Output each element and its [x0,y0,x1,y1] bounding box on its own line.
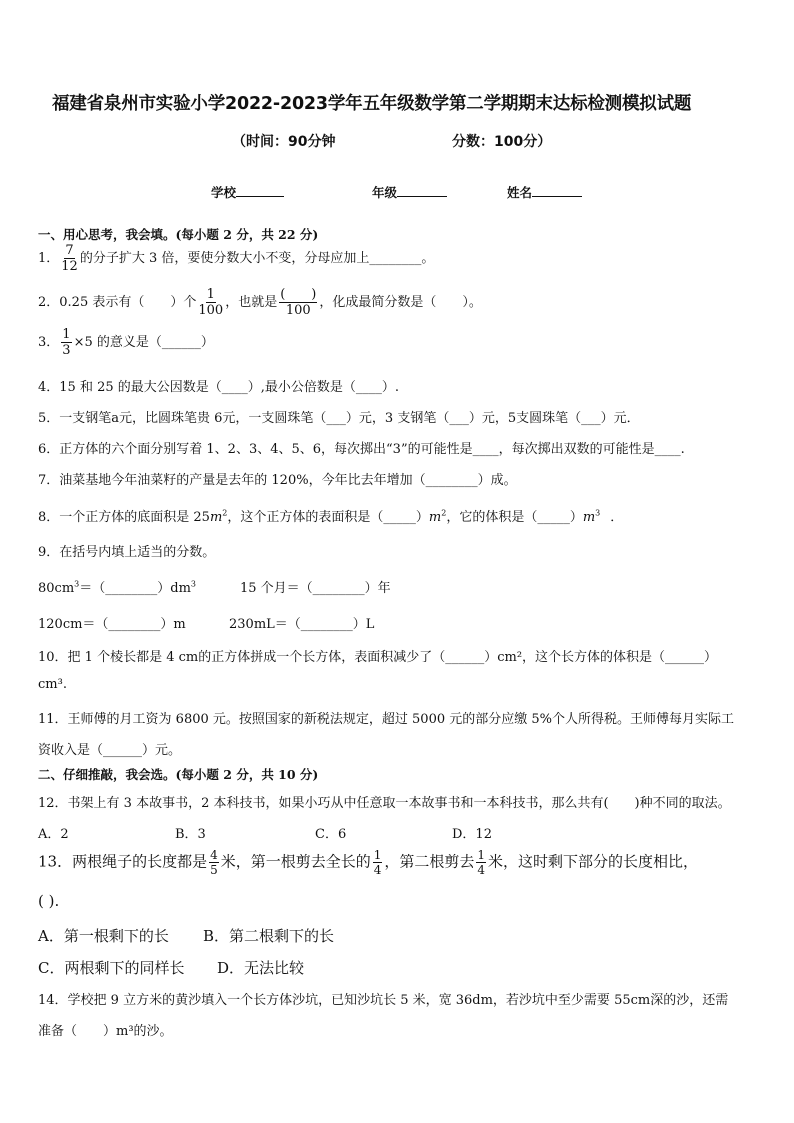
q2-part3: ，化成最简分数是（ ）。 [319,295,482,310]
q13-fraction-2 [373,849,383,876]
q9-item-b: 15 个月＝（________）年 [240,581,391,596]
question-13 [38,849,698,876]
q1-fraction [61,244,78,273]
q13-f1-numerator: 4 [210,848,218,862]
q12-option-d[interactable]: D．12 [452,827,492,842]
q9-item-d: 230mL＝（________）L [229,617,375,632]
q8-unit3: m [582,510,596,525]
q12-option-c[interactable]: C．6 [315,827,347,842]
grade-label: 年级 [372,185,398,200]
question-14: 14．学校把 9 立方米的黄沙填入一个长方体沙坑，已知沙坑长 5 米，宽 36dm，若沙坑中至少需要 55cm深的沙，还需 [38,993,729,1008]
q2-frac2-numerator: ( ) [280,287,317,302]
name-blank[interactable] [532,185,582,197]
q13-option-d[interactable]: D．无法比较 [217,959,305,977]
q13-answer-line: ( ). [38,892,60,910]
question-12: 12．书架上有 3 本故事书，2 本科技书，如果小巧从中任意取一本故事书和一本科技书，那么共有( )种不同的取法。 [38,796,731,811]
q3-text: ×5 的意义是（______） [73,335,214,350]
q13-f2-numerator: 1 [373,848,382,862]
question-8 [38,506,623,525]
grade-blank[interactable] [397,185,447,197]
q1-frac-numerator: 7 [65,243,74,258]
q9-a-value: 80cm [38,581,75,596]
q8-unit2: m [428,510,442,525]
q8-unit1: m [209,510,223,525]
question-11-line2: 资收入是（______）元。 [38,743,182,758]
name-label: 姓名 [507,185,533,200]
question-6: 6．正方体的六个面分别写着 1、2、3、4、5、6，每次掷出“3”的可能性是____，每次掷出双数的可能性是____. [38,442,685,457]
school-label: 学校 [211,185,237,200]
q3-frac-denominator: 3 [62,343,71,358]
grade-field[interactable] [372,183,447,201]
question-9: 9．在括号内填上适当的分数。 [38,545,216,560]
q8-part3: ，它的体积是（_____） [446,510,583,525]
question-14-line2: 准备（ ）m³的沙。 [38,1024,173,1039]
question-2 [38,288,482,317]
q2-frac1-numerator: 1 [206,287,215,302]
q13-part2: 米，第一根剪去全长的 [220,852,371,871]
q13-option-c[interactable]: C．两根剩下的同样长 [38,959,185,977]
q1-number: 1． [38,251,60,266]
section-1-heading: 一、用心思考，我会填。(每小题 2 分，共 22 分) [38,227,319,242]
q9-item-c: 120cm＝（________）m [38,617,186,632]
q13-f3-numerator: 1 [477,848,486,862]
question-10-line2: cm³. [38,677,67,692]
q3-fraction [61,328,71,357]
q12-option-a[interactable]: A．2 [38,827,69,842]
q13-option-a[interactable]: A．第一根剩下的长 [38,927,169,945]
q9-a-answer: ＝（________）dm [79,581,191,596]
q9-a-answer-sup: 3 [190,579,196,589]
section-2-heading: 二、仔细推敲，我会选。(每小题 2 分，共 10 分) [38,767,319,782]
q13-fraction-3 [476,849,486,876]
q8-part1: 8．一个正方体的底面积是 25 [38,510,210,525]
q13-part1: 13．两根绳子的长度都是 [38,852,208,871]
question-7: 7．油菜基地今年油菜籽的产量是去年的 120%，今年比去年增加（________）成。 [38,473,517,488]
q3-number: 3． [38,335,60,350]
page-title: 福建省泉州市实验小学2022-2023学年五年级数学第二学期期末达标检测模拟试题 [52,94,692,114]
q12-option-b[interactable]: B．3 [175,827,206,842]
q8-sup1: 2 [222,508,228,518]
q1-text: 的分子扩大 3 倍，要使分数大小不变，分母应加上________。 [79,251,435,266]
question-4: 4．15 和 25 的最大公因数是（____）,最小公倍数是（____）. [38,380,400,395]
question-11: 11．王师傅的月工资为 6800 元。按照国家的新税法规定，超过 5000 元的部分应缴 5%个人所得税。王师傅每月实际工 [38,712,734,727]
q13-f2-denominator: 4 [373,863,382,877]
q2-part1: 2．0.25 表示有（ ）个 [38,295,197,310]
q3-frac-numerator: 1 [62,327,71,342]
q13-f3-denominator: 4 [477,863,486,877]
q9-item-a [38,577,196,596]
q1-frac-denominator: 12 [61,259,78,274]
q8-sup2: 2 [441,508,447,518]
q13-part3: ，第二根剪去 [384,852,475,871]
q13-part4: 米，这时剩下部分的长度相比， [488,852,699,871]
school-field[interactable] [211,183,284,201]
q2-fraction-1 [198,288,223,317]
q2-fraction-2 [279,288,317,317]
question-3 [38,328,214,357]
q8-part2: ，这个正方体的表面积是（_____） [227,510,429,525]
q8-part4: ． [610,510,624,525]
q13-f1-denominator: 5 [210,863,218,877]
q9-a-sup: 3 [74,579,80,589]
q2-part2: ，也就是 [225,295,278,310]
question-1 [38,244,434,273]
exam-time: （时间：90分钟 [232,134,336,150]
question-5: 5．一支钢笔a元，比圆珠笔贵 6元，一支圆珠笔（___）元，3 支钢笔（___）元，5支圆珠笔（___）元． [38,411,640,426]
exam-score: 分数：100分） [452,134,552,150]
q8-sup3: 3 [595,508,601,518]
name-field[interactable] [507,183,582,201]
q2-frac1-denominator: 100 [198,303,224,318]
q13-option-b[interactable]: B．第二根剩下的长 [203,927,335,945]
q13-fraction-1 [209,849,219,876]
q2-frac2-denominator: 100 [285,303,311,318]
question-10: 10．把 1 个棱长都是 4 cm的正方体拼成一个长方体，表面积减少了（______）cm²，这个长方体的体积是（______） [38,650,718,665]
school-blank[interactable] [236,185,284,197]
